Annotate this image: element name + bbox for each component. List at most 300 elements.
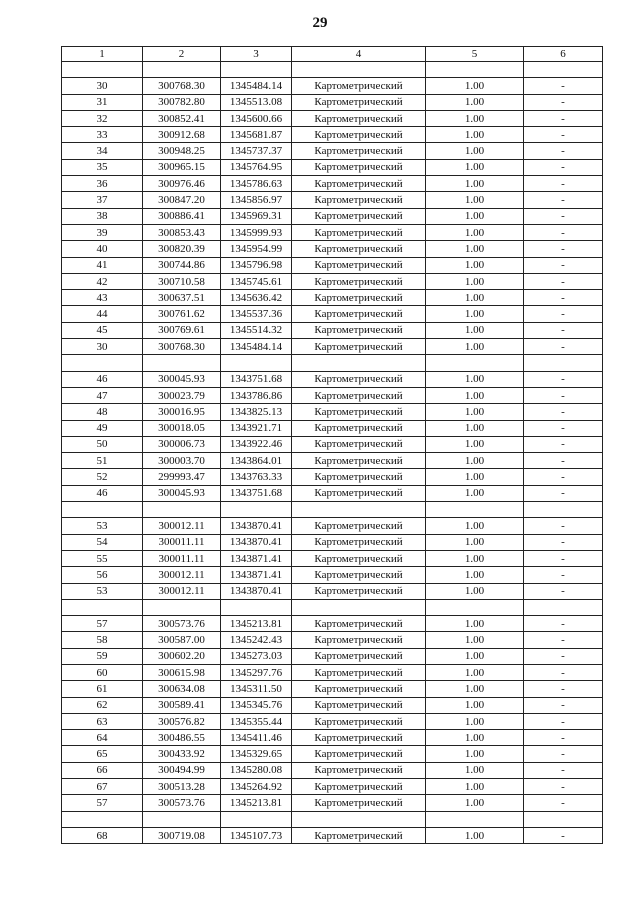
table-cell bbox=[143, 811, 221, 827]
table-cell: 1.00 bbox=[426, 257, 524, 273]
table-cell: 300589.41 bbox=[143, 697, 221, 713]
table-cell: Картометрический bbox=[292, 159, 426, 175]
table-cell: 1343922.46 bbox=[221, 436, 292, 452]
table-cell: Картометрический bbox=[292, 322, 426, 338]
table-cell: 300710.58 bbox=[143, 273, 221, 289]
table-cell bbox=[143, 502, 221, 518]
table-cell: - bbox=[524, 257, 603, 273]
table-cell: 1343751.68 bbox=[221, 485, 292, 501]
table-cell: Картометрический bbox=[292, 290, 426, 306]
table-cell bbox=[221, 355, 292, 371]
table-cell: 1345213.81 bbox=[221, 616, 292, 632]
table-cell bbox=[426, 502, 524, 518]
column-header: 3 bbox=[221, 47, 292, 62]
table-cell: - bbox=[524, 827, 603, 843]
table-cell: 300045.93 bbox=[143, 485, 221, 501]
table-cell: 1.00 bbox=[426, 534, 524, 550]
table-cell: Картометрический bbox=[292, 632, 426, 648]
table-cell: 300023.79 bbox=[143, 387, 221, 403]
table-cell: - bbox=[524, 224, 603, 240]
table-cell: 67 bbox=[62, 779, 143, 795]
table-cell: - bbox=[524, 681, 603, 697]
table-cell: 1345213.81 bbox=[221, 795, 292, 811]
table-cell: 300744.86 bbox=[143, 257, 221, 273]
table-header bbox=[62, 47, 603, 62]
table-cell bbox=[292, 355, 426, 371]
table-cell: - bbox=[524, 371, 603, 387]
table-cell: Картометрический bbox=[292, 404, 426, 420]
table-cell bbox=[221, 599, 292, 615]
table-row bbox=[62, 518, 603, 534]
table-cell bbox=[143, 62, 221, 78]
table-cell: 49 bbox=[62, 420, 143, 436]
table-cell: 1.00 bbox=[426, 746, 524, 762]
table-cell bbox=[221, 62, 292, 78]
table-cell: 1.00 bbox=[426, 224, 524, 240]
table-cell: 300494.99 bbox=[143, 762, 221, 778]
table-row bbox=[62, 664, 603, 680]
table-cell: 1.00 bbox=[426, 78, 524, 94]
table-cell bbox=[426, 62, 524, 78]
table-cell: 1345600.66 bbox=[221, 110, 292, 126]
table-cell: Картометрический bbox=[292, 176, 426, 192]
table-cell: 300573.76 bbox=[143, 795, 221, 811]
table-row bbox=[62, 192, 603, 208]
table-cell: 1343870.41 bbox=[221, 534, 292, 550]
table-cell: 300045.93 bbox=[143, 371, 221, 387]
table-cell: 300853.43 bbox=[143, 224, 221, 240]
table-row bbox=[62, 273, 603, 289]
table-cell: 1.00 bbox=[426, 94, 524, 110]
table-cell: - bbox=[524, 485, 603, 501]
table-cell: 1345242.43 bbox=[221, 632, 292, 648]
page-number: 29 bbox=[312, 15, 328, 31]
table-row bbox=[62, 241, 603, 257]
table-cell: 1.00 bbox=[426, 127, 524, 143]
table-cell bbox=[292, 599, 426, 615]
table-cell: Картометрический bbox=[292, 795, 426, 811]
table-row bbox=[62, 779, 603, 795]
table-row bbox=[62, 290, 603, 306]
table-cell: 1.00 bbox=[426, 436, 524, 452]
table-cell: 1.00 bbox=[426, 241, 524, 257]
table-cell: 1345856.97 bbox=[221, 192, 292, 208]
table-row bbox=[62, 453, 603, 469]
table-cell: 59 bbox=[62, 648, 143, 664]
table-cell: - bbox=[524, 713, 603, 729]
table-cell: Картометрический bbox=[292, 224, 426, 240]
table-row bbox=[62, 143, 603, 159]
table-cell: - bbox=[524, 192, 603, 208]
table-cell: 30 bbox=[62, 339, 143, 355]
table-cell bbox=[524, 62, 603, 78]
table-cell: - bbox=[524, 322, 603, 338]
table-cell: 1345355.44 bbox=[221, 713, 292, 729]
table-row bbox=[62, 339, 603, 355]
table-cell: Картометрический bbox=[292, 534, 426, 550]
table-cell: 300012.11 bbox=[143, 583, 221, 599]
table-cell: 1345999.93 bbox=[221, 224, 292, 240]
table-cell: - bbox=[524, 453, 603, 469]
table-cell: 1.00 bbox=[426, 273, 524, 289]
table-cell bbox=[62, 62, 143, 78]
header-row bbox=[62, 47, 603, 62]
table-cell: Картометрический bbox=[292, 371, 426, 387]
table-cell: 52 bbox=[62, 469, 143, 485]
table-row bbox=[62, 550, 603, 566]
table-cell bbox=[143, 599, 221, 615]
table-cell: 33 bbox=[62, 127, 143, 143]
table-cell: - bbox=[524, 746, 603, 762]
table-cell: 53 bbox=[62, 583, 143, 599]
table-cell: Картометрический bbox=[292, 567, 426, 583]
table-cell: - bbox=[524, 78, 603, 94]
table-cell: 1345280.08 bbox=[221, 762, 292, 778]
table-cell: 300018.05 bbox=[143, 420, 221, 436]
table-cell: 46 bbox=[62, 485, 143, 501]
separator-row bbox=[62, 811, 603, 827]
table-cell bbox=[292, 502, 426, 518]
table-cell: 1.00 bbox=[426, 110, 524, 126]
table-cell: - bbox=[524, 404, 603, 420]
table-cell: 31 bbox=[62, 94, 143, 110]
column-header: 1 bbox=[62, 47, 143, 62]
table-cell: - bbox=[524, 730, 603, 746]
separator-row bbox=[62, 355, 603, 371]
table-cell: - bbox=[524, 110, 603, 126]
table-cell: 1345764.95 bbox=[221, 159, 292, 175]
table-cell: 1343751.68 bbox=[221, 371, 292, 387]
table-cell: 1345745.61 bbox=[221, 273, 292, 289]
table-cell: 1.00 bbox=[426, 681, 524, 697]
table-cell: - bbox=[524, 632, 603, 648]
table-cell: Картометрический bbox=[292, 779, 426, 795]
table-cell: 300719.08 bbox=[143, 827, 221, 843]
table-cell: 300912.68 bbox=[143, 127, 221, 143]
table-cell: Картометрический bbox=[292, 208, 426, 224]
table-cell: 1345345.76 bbox=[221, 697, 292, 713]
table-cell: 1.00 bbox=[426, 192, 524, 208]
table-cell: 58 bbox=[62, 632, 143, 648]
table-cell: 300634.08 bbox=[143, 681, 221, 697]
table-cell: 1343871.41 bbox=[221, 567, 292, 583]
table-cell: Картометрический bbox=[292, 127, 426, 143]
table-cell: - bbox=[524, 697, 603, 713]
table-cell: 1343870.41 bbox=[221, 518, 292, 534]
table-cell: - bbox=[524, 420, 603, 436]
table-row bbox=[62, 713, 603, 729]
table-cell: - bbox=[524, 273, 603, 289]
table-cell: - bbox=[524, 762, 603, 778]
coordinates-table bbox=[61, 46, 603, 844]
table-cell: Картометрический bbox=[292, 339, 426, 355]
table-body bbox=[62, 62, 603, 844]
table-cell: 56 bbox=[62, 567, 143, 583]
table-cell: - bbox=[524, 534, 603, 550]
table-cell: 1343786.86 bbox=[221, 387, 292, 403]
table-cell: - bbox=[524, 306, 603, 322]
table-cell: 1.00 bbox=[426, 648, 524, 664]
table-cell: 1.00 bbox=[426, 339, 524, 355]
table-cell: 300769.61 bbox=[143, 322, 221, 338]
table-cell: 1345484.14 bbox=[221, 339, 292, 355]
table-row bbox=[62, 159, 603, 175]
table-cell: 45 bbox=[62, 322, 143, 338]
table-cell: 1343763.33 bbox=[221, 469, 292, 485]
table-cell: Картометрический bbox=[292, 550, 426, 566]
table-cell: 1.00 bbox=[426, 730, 524, 746]
table-cell bbox=[143, 355, 221, 371]
table-cell: 1345329.65 bbox=[221, 746, 292, 762]
table-cell: 1.00 bbox=[426, 664, 524, 680]
table-cell bbox=[62, 599, 143, 615]
table-row bbox=[62, 322, 603, 338]
table-cell: 1.00 bbox=[426, 176, 524, 192]
table-cell: - bbox=[524, 779, 603, 795]
table-cell bbox=[62, 811, 143, 827]
table-cell bbox=[524, 502, 603, 518]
table-cell: 300513.28 bbox=[143, 779, 221, 795]
table-cell: Картометрический bbox=[292, 762, 426, 778]
table-cell: 1.00 bbox=[426, 827, 524, 843]
table-cell: 1.00 bbox=[426, 632, 524, 648]
table-cell: 48 bbox=[62, 404, 143, 420]
table-cell: 65 bbox=[62, 746, 143, 762]
table-row bbox=[62, 94, 603, 110]
table-cell: 300602.20 bbox=[143, 648, 221, 664]
table-cell bbox=[221, 502, 292, 518]
table-cell: 42 bbox=[62, 273, 143, 289]
table-cell: - bbox=[524, 616, 603, 632]
table-cell: - bbox=[524, 241, 603, 257]
table-row bbox=[62, 681, 603, 697]
table-cell: Картометрический bbox=[292, 746, 426, 762]
table-cell: Картометрический bbox=[292, 387, 426, 403]
table-cell: - bbox=[524, 436, 603, 452]
table-cell bbox=[524, 811, 603, 827]
table-cell: 300573.76 bbox=[143, 616, 221, 632]
table-cell: 1345786.63 bbox=[221, 176, 292, 192]
separator-row bbox=[62, 599, 603, 615]
table-row bbox=[62, 404, 603, 420]
table-cell: 30 bbox=[62, 78, 143, 94]
table-cell: - bbox=[524, 208, 603, 224]
table-cell: 1345264.92 bbox=[221, 779, 292, 795]
table-cell: 1345273.03 bbox=[221, 648, 292, 664]
table-cell: Картометрический bbox=[292, 273, 426, 289]
table-cell bbox=[292, 62, 426, 78]
table-cell: - bbox=[524, 290, 603, 306]
table-cell: 37 bbox=[62, 192, 143, 208]
table-cell: 1345969.31 bbox=[221, 208, 292, 224]
table-cell: Картометрический bbox=[292, 94, 426, 110]
table-row bbox=[62, 469, 603, 485]
table-cell: 1345411.46 bbox=[221, 730, 292, 746]
table-cell: 1345954.99 bbox=[221, 241, 292, 257]
table-cell: Картометрический bbox=[292, 616, 426, 632]
table-cell: 60 bbox=[62, 664, 143, 680]
separator-row bbox=[62, 62, 603, 78]
table-cell bbox=[62, 502, 143, 518]
table-cell: 53 bbox=[62, 518, 143, 534]
table-row bbox=[62, 257, 603, 273]
table-cell: 1345107.73 bbox=[221, 827, 292, 843]
table-cell: 1.00 bbox=[426, 469, 524, 485]
table-cell: 1.00 bbox=[426, 143, 524, 159]
table-cell: 1.00 bbox=[426, 762, 524, 778]
table-cell: - bbox=[524, 567, 603, 583]
table-cell: 300012.11 bbox=[143, 518, 221, 534]
table-cell: 35 bbox=[62, 159, 143, 175]
table-cell: 300768.30 bbox=[143, 78, 221, 94]
table-cell: 36 bbox=[62, 176, 143, 192]
table-cell: - bbox=[524, 159, 603, 175]
table-cell: 1345681.87 bbox=[221, 127, 292, 143]
table-row bbox=[62, 436, 603, 452]
table-row bbox=[62, 697, 603, 713]
table-cell: Картометрический bbox=[292, 241, 426, 257]
table-cell bbox=[524, 599, 603, 615]
table-cell: - bbox=[524, 550, 603, 566]
table-cell: - bbox=[524, 94, 603, 110]
table-cell: 55 bbox=[62, 550, 143, 566]
table-cell: 1.00 bbox=[426, 387, 524, 403]
table-cell: Картометрический bbox=[292, 453, 426, 469]
table-cell: 1.00 bbox=[426, 159, 524, 175]
table-cell: 1345484.14 bbox=[221, 78, 292, 94]
table-cell: 1345796.98 bbox=[221, 257, 292, 273]
table-row bbox=[62, 616, 603, 632]
table-cell: 300576.82 bbox=[143, 713, 221, 729]
table-cell: 61 bbox=[62, 681, 143, 697]
separator-row bbox=[62, 502, 603, 518]
table-row bbox=[62, 306, 603, 322]
table-cell: 1.00 bbox=[426, 306, 524, 322]
table-cell: 300003.70 bbox=[143, 453, 221, 469]
table-cell: 1.00 bbox=[426, 616, 524, 632]
table-cell: Картометрический bbox=[292, 518, 426, 534]
table-cell: Картометрический bbox=[292, 827, 426, 843]
table-row bbox=[62, 534, 603, 550]
table-cell: 51 bbox=[62, 453, 143, 469]
table-row bbox=[62, 583, 603, 599]
table-cell: 1345297.76 bbox=[221, 664, 292, 680]
table-cell: 300587.00 bbox=[143, 632, 221, 648]
table-row bbox=[62, 176, 603, 192]
table-cell: 300820.39 bbox=[143, 241, 221, 257]
table-cell: - bbox=[524, 583, 603, 599]
table-cell: 300011.11 bbox=[143, 534, 221, 550]
table-cell: 1345311.50 bbox=[221, 681, 292, 697]
table-row bbox=[62, 387, 603, 403]
table-cell: 300847.20 bbox=[143, 192, 221, 208]
table-cell: - bbox=[524, 127, 603, 143]
table-row bbox=[62, 208, 603, 224]
table-cell: 1.00 bbox=[426, 713, 524, 729]
table-cell bbox=[426, 355, 524, 371]
table-cell: 39 bbox=[62, 224, 143, 240]
table-cell: 1.00 bbox=[426, 485, 524, 501]
table-cell: 50 bbox=[62, 436, 143, 452]
table-row bbox=[62, 78, 603, 94]
table-cell: 1.00 bbox=[426, 322, 524, 338]
table-row bbox=[62, 224, 603, 240]
table-cell bbox=[426, 811, 524, 827]
table-cell: 57 bbox=[62, 616, 143, 632]
table-cell: - bbox=[524, 339, 603, 355]
table-row bbox=[62, 730, 603, 746]
table-cell: Картометрический bbox=[292, 436, 426, 452]
table-cell: 300012.11 bbox=[143, 567, 221, 583]
table-cell: 300637.51 bbox=[143, 290, 221, 306]
table-cell: 63 bbox=[62, 713, 143, 729]
column-header: 4 bbox=[292, 47, 426, 62]
table-cell: 1.00 bbox=[426, 404, 524, 420]
table-cell: 300486.55 bbox=[143, 730, 221, 746]
table-cell: Картометрический bbox=[292, 648, 426, 664]
table-cell: - bbox=[524, 143, 603, 159]
table-cell: Картометрический bbox=[292, 664, 426, 680]
table-cell: - bbox=[524, 518, 603, 534]
table-cell: - bbox=[524, 648, 603, 664]
table-cell: 34 bbox=[62, 143, 143, 159]
table-cell: Картометрический bbox=[292, 78, 426, 94]
table-cell: 41 bbox=[62, 257, 143, 273]
table-cell: 300976.46 bbox=[143, 176, 221, 192]
table-cell: Картометрический bbox=[292, 697, 426, 713]
table-cell: - bbox=[524, 469, 603, 485]
table-row bbox=[62, 420, 603, 436]
table-cell: 1.00 bbox=[426, 290, 524, 306]
table-row bbox=[62, 648, 603, 664]
table-cell: - bbox=[524, 795, 603, 811]
table-cell: 1345537.36 bbox=[221, 306, 292, 322]
table-cell: - bbox=[524, 387, 603, 403]
table-cell: 1.00 bbox=[426, 420, 524, 436]
table-cell: 43 bbox=[62, 290, 143, 306]
table-cell: 47 bbox=[62, 387, 143, 403]
table-cell: Картометрический bbox=[292, 681, 426, 697]
table-row bbox=[62, 110, 603, 126]
table-cell: 1.00 bbox=[426, 208, 524, 224]
table-cell: 1.00 bbox=[426, 583, 524, 599]
table-cell: 1.00 bbox=[426, 518, 524, 534]
table-cell: 1.00 bbox=[426, 779, 524, 795]
table-cell: Картометрический bbox=[292, 469, 426, 485]
table-cell: Картометрический bbox=[292, 485, 426, 501]
table-cell bbox=[292, 811, 426, 827]
table-cell: 299993.47 bbox=[143, 469, 221, 485]
table-cell: 300006.73 bbox=[143, 436, 221, 452]
table-cell: 1.00 bbox=[426, 795, 524, 811]
table-cell: Картометрический bbox=[292, 713, 426, 729]
table-cell: 1.00 bbox=[426, 371, 524, 387]
table-cell: 1343870.41 bbox=[221, 583, 292, 599]
table-cell: - bbox=[524, 664, 603, 680]
column-header: 6 bbox=[524, 47, 603, 62]
table-row bbox=[62, 827, 603, 843]
table-cell bbox=[221, 811, 292, 827]
table-cell: Картометрический bbox=[292, 306, 426, 322]
table-cell bbox=[62, 355, 143, 371]
table-cell: 1343921.71 bbox=[221, 420, 292, 436]
table-cell: 54 bbox=[62, 534, 143, 550]
table-cell: 32 bbox=[62, 110, 143, 126]
table-cell: 62 bbox=[62, 697, 143, 713]
table-cell: Картометрический bbox=[292, 143, 426, 159]
table-cell: Картометрический bbox=[292, 192, 426, 208]
table-cell: Картометрический bbox=[292, 583, 426, 599]
